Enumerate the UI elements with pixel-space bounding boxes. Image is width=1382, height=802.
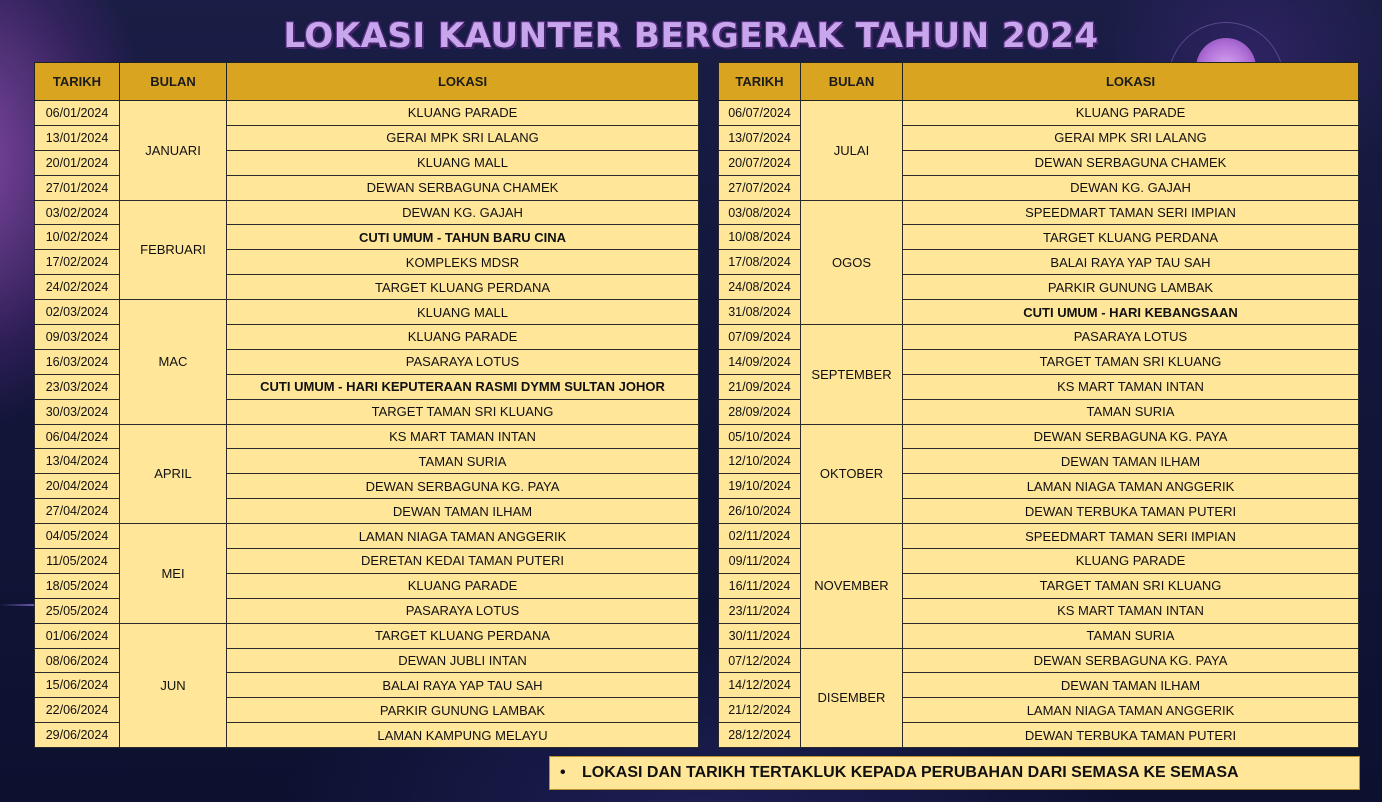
location-cell: TARGET TAMAN SRI KLUANG [903, 349, 1359, 374]
date-cell: 07/09/2024 [719, 325, 801, 350]
location-cell: LAMAN NIAGA TAMAN ANGGERIK [227, 524, 699, 549]
date-cell: 16/03/2024 [35, 349, 120, 374]
header-bulan: BULAN [801, 63, 903, 101]
location-cell: DEWAN SERBAGUNA KG. PAYA [227, 474, 699, 499]
date-cell: 21/09/2024 [719, 374, 801, 399]
date-cell: 13/04/2024 [35, 449, 120, 474]
location-cell: GERAI MPK SRI LALANG [227, 125, 699, 150]
month-cell: MAC [120, 300, 227, 424]
date-cell: 03/08/2024 [719, 200, 801, 225]
month-cell: FEBRUARI [120, 200, 227, 300]
location-cell: DEWAN TERBUKA TAMAN PUTERI [903, 499, 1359, 524]
table-row [35, 101, 699, 126]
date-cell: 06/01/2024 [35, 101, 120, 126]
month-cell: APRIL [120, 424, 227, 524]
location-cell: DEWAN KG. GAJAH [227, 200, 699, 225]
date-cell: 03/02/2024 [35, 200, 120, 225]
location-cell: DEWAN KG. GAJAH [903, 175, 1359, 200]
location-cell: KLUANG PARADE [227, 325, 699, 350]
location-cell: KLUANG PARADE [227, 101, 699, 126]
location-cell: KS MART TAMAN INTAN [903, 598, 1359, 623]
location-cell: DEWAN TAMAN ILHAM [227, 499, 699, 524]
date-cell: 26/10/2024 [719, 499, 801, 524]
location-cell: DEWAN TAMAN ILHAM [903, 673, 1359, 698]
disclaimer-note [549, 756, 1360, 790]
date-cell: 17/02/2024 [35, 250, 120, 275]
location-cell: DEWAN SERBAGUNA CHAMEK [227, 175, 699, 200]
table-row [35, 623, 699, 648]
date-cell: 20/04/2024 [35, 474, 120, 499]
month-cell: JULAI [801, 101, 903, 201]
date-cell: 04/05/2024 [35, 524, 120, 549]
table-row [719, 524, 1359, 549]
location-cell: PARKIR GUNUNG LAMBAK [903, 275, 1359, 300]
date-cell: 14/12/2024 [719, 673, 801, 698]
location-cell: LAMAN KAMPUNG MELAYU [227, 723, 699, 748]
date-cell: 14/09/2024 [719, 349, 801, 374]
location-cell: TAMAN SURIA [903, 623, 1359, 648]
date-cell: 23/11/2024 [719, 598, 801, 623]
location-cell: KLUANG PARADE [227, 573, 699, 598]
table-row [35, 524, 699, 549]
table-row [719, 200, 1359, 225]
date-cell: 29/06/2024 [35, 723, 120, 748]
date-cell: 13/01/2024 [35, 125, 120, 150]
date-cell: 06/04/2024 [35, 424, 120, 449]
location-cell: LAMAN NIAGA TAMAN ANGGERIK [903, 698, 1359, 723]
location-cell: DEWAN SERBAGUNA KG. PAYA [903, 648, 1359, 673]
date-cell: 21/12/2024 [719, 698, 801, 723]
date-cell: 02/11/2024 [719, 524, 801, 549]
location-cell: DEWAN TAMAN ILHAM [903, 449, 1359, 474]
month-cell: NOVEMBER [801, 524, 903, 648]
date-cell: 10/02/2024 [35, 225, 120, 250]
date-cell: 24/08/2024 [719, 275, 801, 300]
date-cell: 12/10/2024 [719, 449, 801, 474]
location-cell: KS MART TAMAN INTAN [227, 424, 699, 449]
location-cell: KLUANG MALL [227, 300, 699, 325]
table-header-row [719, 63, 1359, 101]
location-cell: DERETAN KEDAI TAMAN PUTERI [227, 549, 699, 574]
location-cell: DEWAN JUBLI INTAN [227, 648, 699, 673]
header-bulan: BULAN [120, 63, 227, 101]
date-cell: 27/04/2024 [35, 499, 120, 524]
location-cell: TAMAN SURIA [903, 399, 1359, 424]
schedule-table-jan-jun [34, 62, 699, 748]
header-lokasi: LOKASI [227, 63, 699, 101]
table-row [35, 300, 699, 325]
location-cell: PASARAYA LOTUS [903, 325, 1359, 350]
table-row [35, 424, 699, 449]
date-cell: 31/08/2024 [719, 300, 801, 325]
location-cell: TAMAN SURIA [227, 449, 699, 474]
header-lokasi: LOKASI [903, 63, 1359, 101]
location-cell: LAMAN NIAGA TAMAN ANGGERIK [903, 474, 1359, 499]
date-cell: 30/03/2024 [35, 399, 120, 424]
location-cell: KLUANG PARADE [903, 101, 1359, 126]
date-cell: 27/07/2024 [719, 175, 801, 200]
date-cell: 28/09/2024 [719, 399, 801, 424]
table-row [719, 424, 1359, 449]
location-cell: TARGET TAMAN SRI KLUANG [903, 573, 1359, 598]
location-cell: KLUANG PARADE [903, 549, 1359, 574]
date-cell: 05/10/2024 [719, 424, 801, 449]
date-cell: 19/10/2024 [719, 474, 801, 499]
date-cell: 24/02/2024 [35, 275, 120, 300]
date-cell: 09/11/2024 [719, 549, 801, 574]
location-cell: TARGET KLUANG PERDANA [227, 275, 699, 300]
location-cell: PASARAYA LOTUS [227, 349, 699, 374]
date-cell: 11/05/2024 [35, 549, 120, 574]
holiday-location-cell: CUTI UMUM - HARI KEBANGSAAN [903, 300, 1359, 325]
date-cell: 30/11/2024 [719, 623, 801, 648]
date-cell: 22/06/2024 [35, 698, 120, 723]
date-cell: 18/05/2024 [35, 573, 120, 598]
date-cell: 27/01/2024 [35, 175, 120, 200]
location-cell: DEWAN TERBUKA TAMAN PUTERI [903, 723, 1359, 748]
date-cell: 09/03/2024 [35, 325, 120, 350]
table-row [35, 200, 699, 225]
location-cell: TARGET TAMAN SRI KLUANG [227, 399, 699, 424]
table-row [719, 101, 1359, 126]
bullet-icon: • [560, 764, 566, 781]
date-cell: 07/12/2024 [719, 648, 801, 673]
month-cell: JANUARI [120, 101, 227, 201]
date-cell: 13/07/2024 [719, 125, 801, 150]
location-cell: TARGET KLUANG PERDANA [227, 623, 699, 648]
date-cell: 06/07/2024 [719, 101, 801, 126]
date-cell: 10/08/2024 [719, 225, 801, 250]
schedule-table-jul-dec [718, 62, 1359, 748]
date-cell: 01/06/2024 [35, 623, 120, 648]
month-cell: MEI [120, 524, 227, 624]
date-cell: 15/06/2024 [35, 673, 120, 698]
location-cell: TARGET KLUANG PERDANA [903, 225, 1359, 250]
date-cell: 25/05/2024 [35, 598, 120, 623]
location-cell: PARKIR GUNUNG LAMBAK [227, 698, 699, 723]
location-cell: PASARAYA LOTUS [227, 598, 699, 623]
location-cell: DEWAN SERBAGUNA KG. PAYA [903, 424, 1359, 449]
location-cell: SPEEDMART TAMAN SERI IMPIAN [903, 524, 1359, 549]
holiday-location-cell: CUTI UMUM - TAHUN BARU CINA [227, 225, 699, 250]
date-cell: 16/11/2024 [719, 573, 801, 598]
month-cell: OGOS [801, 200, 903, 324]
page-title: LOKASI KAUNTER BERGERAK TAHUN 2024 [283, 16, 1099, 56]
date-cell: 17/08/2024 [719, 250, 801, 275]
location-cell: KOMPLEKS MDSR [227, 250, 699, 275]
header-tarikh: TARIKH [719, 63, 801, 101]
date-cell: 28/12/2024 [719, 723, 801, 748]
month-cell: DISEMBER [801, 648, 903, 748]
decorative-light-streak [0, 604, 34, 606]
table-row [719, 325, 1359, 350]
date-cell: 20/07/2024 [719, 150, 801, 175]
location-cell: BALAI RAYA YAP TAU SAH [227, 673, 699, 698]
holiday-location-cell: CUTI UMUM - HARI KEPUTERAAN RASMI DYMM SULTAN JOHOR [227, 374, 699, 399]
month-cell: SEPTEMBER [801, 325, 903, 425]
month-cell: JUN [120, 623, 227, 747]
date-cell: 20/01/2024 [35, 150, 120, 175]
table-row [719, 648, 1359, 673]
location-cell: SPEEDMART TAMAN SERI IMPIAN [903, 200, 1359, 225]
date-cell: 08/06/2024 [35, 648, 120, 673]
location-cell: KS MART TAMAN INTAN [903, 374, 1359, 399]
disclaimer-text: LOKASI DAN TARIKH TERTAKLUK KEPADA PERUBAHAN DARI SEMASA KE SEMASA [582, 764, 1239, 781]
month-cell: OKTOBER [801, 424, 903, 524]
location-cell: DEWAN SERBAGUNA CHAMEK [903, 150, 1359, 175]
location-cell: KLUANG MALL [227, 150, 699, 175]
location-cell: BALAI RAYA YAP TAU SAH [903, 250, 1359, 275]
header-tarikh: TARIKH [35, 63, 120, 101]
date-cell: 23/03/2024 [35, 374, 120, 399]
date-cell: 02/03/2024 [35, 300, 120, 325]
table-header-row [35, 63, 699, 101]
location-cell: GERAI MPK SRI LALANG [903, 125, 1359, 150]
